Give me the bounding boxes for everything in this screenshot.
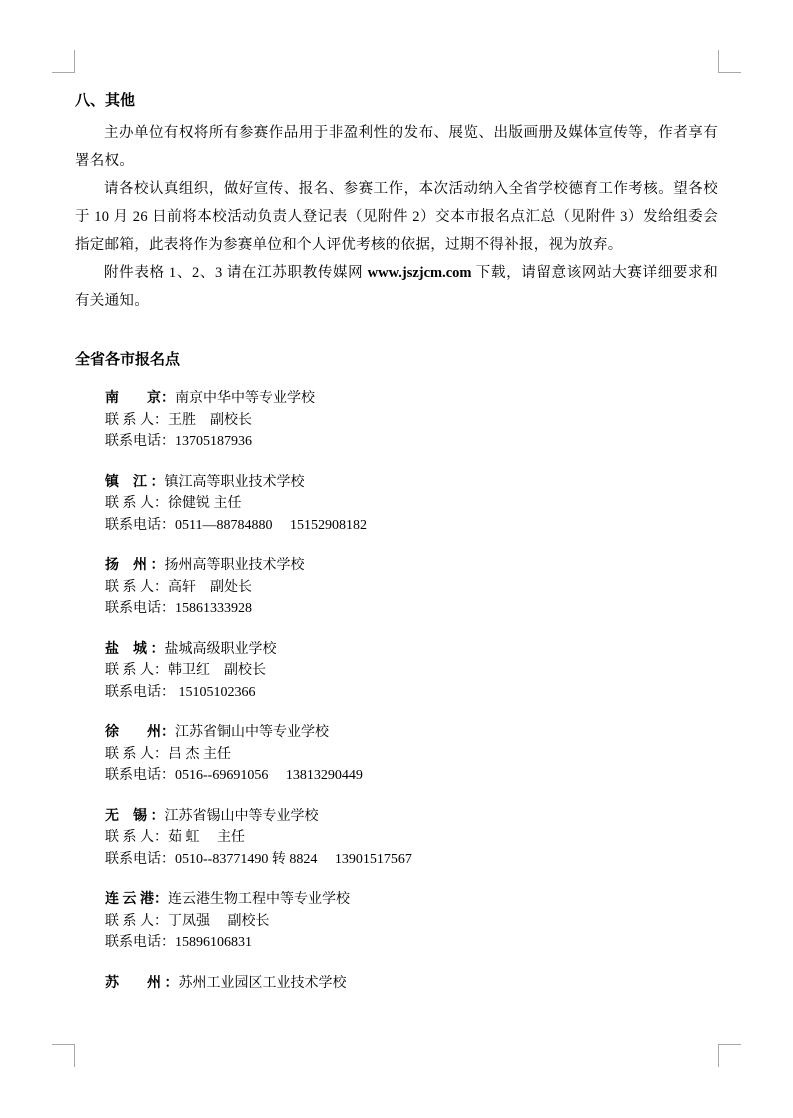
entry-contact-line <box>105 493 718 515</box>
entry-contact-line <box>105 410 718 432</box>
entry-colon: ： <box>161 935 175 950</box>
entry-colon: ： <box>154 830 168 845</box>
entry-colon: ： <box>161 851 175 867</box>
entry-contact-label: 联 系 人 <box>105 913 154 929</box>
entry-contact: 韩卫红 副校长 <box>168 663 266 678</box>
entry-phone: 15105102366 <box>175 684 256 700</box>
section-heading: 八、其他 <box>75 93 136 109</box>
registration-entries <box>75 388 718 994</box>
entry-contact: 王胜 副校长 <box>168 412 252 428</box>
entry-colon: ： <box>154 412 168 428</box>
entry-phone-line <box>105 932 718 954</box>
entry-phone-label: 联系电话 <box>105 517 161 533</box>
entry-city: 盐 城 <box>105 641 151 657</box>
paragraph-text-pre: 附件表格 1、2、3 请在江苏职教传媒网 <box>104 265 368 281</box>
entry-phone-label: 联系电话 <box>105 768 161 783</box>
registration-entry <box>105 639 718 704</box>
registration-entry <box>105 973 718 995</box>
entry-contact-label: 联 系 人 <box>105 579 154 595</box>
entry-city: 徐 州 <box>105 725 161 740</box>
entry-city-colon: ： <box>161 725 175 740</box>
paragraph-organization <box>75 175 718 259</box>
entry-contact: 高轩 副处长 <box>168 579 252 595</box>
entry-city-colon: ： <box>150 558 165 573</box>
registration-entry <box>105 806 718 871</box>
entry-phone-line <box>105 598 718 620</box>
crop-mark-bottom-right <box>718 1044 741 1067</box>
entry-phone-label: 联系电话 <box>105 851 161 867</box>
entry-school: 镇江高等职业技术学校 <box>164 474 305 490</box>
entry-school: 江苏省锡山中等专业学校 <box>164 808 319 824</box>
entry-contact: 吕 杰 主任 <box>168 746 231 762</box>
entry-contact-label: 联 系 人 <box>105 663 154 678</box>
entry-contact-label: 联 系 人 <box>105 830 154 845</box>
entry-contact: 茹 虹 主任 <box>168 830 245 845</box>
entry-contact-line <box>105 744 718 766</box>
entry-city-line <box>105 889 718 911</box>
entry-city-line <box>105 555 718 577</box>
registration-entry <box>105 555 718 620</box>
entry-phone: 0511—88784880 15152908182 <box>175 517 367 533</box>
entry-phone: 0510--83771490 转 8824 13901517567 <box>175 851 412 867</box>
entry-city: 镇 江 <box>105 474 151 490</box>
registration-heading: 全省各市报名点 <box>75 352 181 368</box>
entry-phone-line <box>105 515 718 537</box>
paragraph-text: 请各校认真组织，做好宣传、报名、参赛工作，本次活动纳入全省学校德育工作考核。望各校于 10 月 26 日前将本校活动负责人登记表（见附件 2）交本市报名点汇总（见附件 3）发给组委会指定邮箱，此表将作为参赛单位和个人评优考核的依据，过期不得补报，视为放弃。 <box>75 181 718 253</box>
paragraph-attachments <box>75 259 718 315</box>
entry-school: 江苏省铜山中等专业学校 <box>175 725 329 740</box>
entry-phone-label: 联系电话 <box>105 601 161 616</box>
entry-city-colon: ： <box>150 808 165 824</box>
entry-phone-label: 联系电话 <box>105 935 161 950</box>
entry-phone: 0516--69691056 13813290449 <box>175 768 363 783</box>
entry-city-colon: ： <box>154 892 168 907</box>
paragraph-text: 主办单位有权将所有参赛作品用于非盈利性的发布、展览、出版画册及媒体宣传等，作者享有署名权。 <box>75 125 718 169</box>
entry-colon: ： <box>161 517 175 533</box>
entry-colon: ： <box>161 684 175 700</box>
entry-colon: ： <box>154 579 168 595</box>
entry-city-line <box>105 472 718 494</box>
entry-phone-label: 联系电话 <box>105 684 161 700</box>
entry-contact-line <box>105 660 718 682</box>
entry-contact-line <box>105 911 718 933</box>
entry-school: 苏州工业园区工业技术学校 <box>178 975 347 991</box>
entry-colon: ： <box>154 746 168 762</box>
entry-colon: ： <box>154 496 168 511</box>
entry-city-line <box>105 639 718 661</box>
entry-phone: 13705187936 <box>175 434 252 449</box>
entry-contact-label: 联 系 人 <box>105 496 154 511</box>
entry-city-line <box>105 973 718 995</box>
entry-phone-line <box>105 849 718 871</box>
entry-colon: ： <box>161 768 175 783</box>
entry-school: 连云港生物工程中等专业学校 <box>168 892 350 907</box>
entry-school: 扬州高等职业技术学校 <box>164 558 305 573</box>
entry-colon: ： <box>161 434 175 449</box>
registration-entry <box>105 472 718 537</box>
crop-mark-top-left <box>52 50 75 73</box>
entry-colon: ： <box>154 913 168 929</box>
entry-school: 南京中华中等专业学校 <box>175 391 315 406</box>
website-url: www.jszjcm.com <box>367 265 472 281</box>
entry-phone-line <box>105 682 718 704</box>
entry-colon: ： <box>154 663 168 678</box>
entry-phone: 15861333928 <box>175 601 252 616</box>
entry-contact-line <box>105 827 718 849</box>
entry-city: 扬 州 <box>105 558 151 573</box>
entry-contact-line <box>105 577 718 599</box>
entry-city-colon: ： <box>161 391 175 406</box>
page-content <box>75 90 718 994</box>
entry-phone-line <box>105 765 718 787</box>
entry-city: 南 京 <box>105 391 161 406</box>
entry-city-line <box>105 388 718 410</box>
entry-phone-label: 联系电话 <box>105 434 161 449</box>
entry-city-colon: ： <box>150 641 165 657</box>
registration-entry <box>105 722 718 787</box>
entry-contact-label: 联 系 人 <box>105 746 154 762</box>
entry-city-colon: ： <box>150 474 165 490</box>
entry-colon: ： <box>161 601 175 616</box>
entry-city: 连 云 港 <box>105 892 154 907</box>
entry-contact-label: 联 系 人 <box>105 412 154 428</box>
registration-entry <box>105 388 718 453</box>
entry-city-line <box>105 806 718 828</box>
entry-city: 无 锡 <box>105 808 151 824</box>
paragraph-usage-rights <box>75 119 718 175</box>
entry-school: 盐城高级职业学校 <box>164 641 277 657</box>
crop-mark-bottom-left <box>52 1044 75 1067</box>
entry-phone-line <box>105 431 718 453</box>
entry-city-line <box>105 722 718 744</box>
entry-city: 苏 州 <box>105 975 165 991</box>
entry-city-colon: ： <box>164 975 179 991</box>
entry-phone: 15896106831 <box>175 935 252 950</box>
paragraph-text-post: 下载，请留意该网站大赛详细要求和有关通知。 <box>75 265 718 309</box>
entry-contact: 丁凤强 副校长 <box>168 913 270 929</box>
registration-entry <box>105 889 718 954</box>
crop-mark-top-right <box>718 50 741 73</box>
entry-contact: 徐健锐 主任 <box>168 496 242 511</box>
